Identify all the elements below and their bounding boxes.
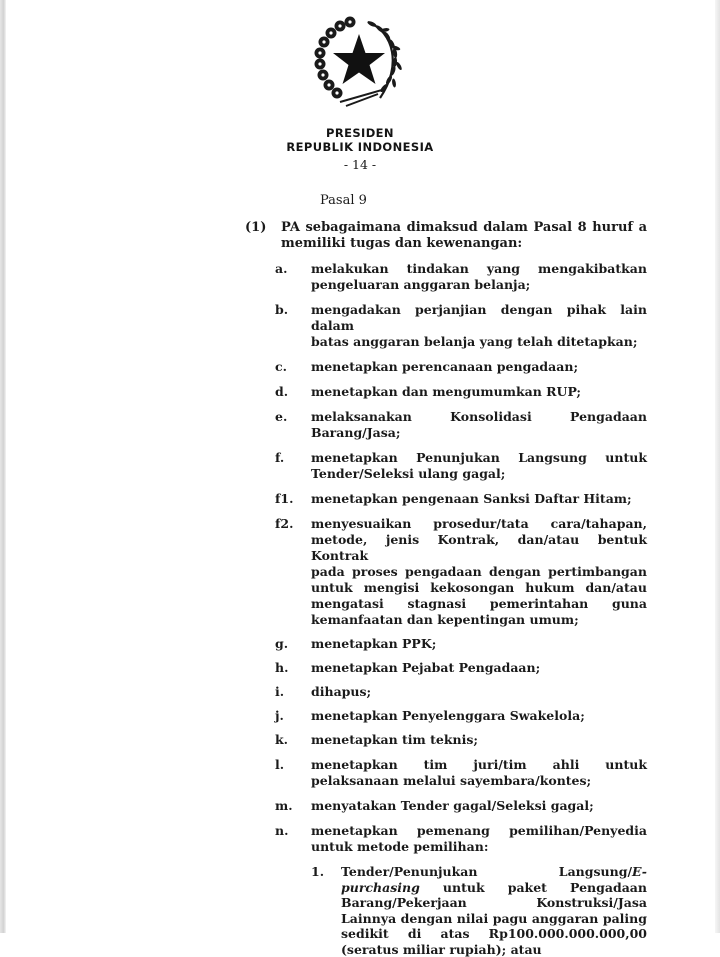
list-item-line: menetapkan Pejabat Pengadaan;: [311, 660, 647, 676]
list-item-label: e.: [275, 409, 305, 425]
list-item-text: [311, 708, 647, 724]
list-item-line: menetapkan Penyelenggara Swakelola;: [311, 708, 647, 724]
list-item: [275, 516, 647, 628]
list-item-line: menetapkan PPK;: [311, 636, 647, 652]
subitem-line-text: untuk paket Pengadaan: [420, 880, 647, 895]
list-item: [275, 636, 647, 652]
list-item-label: f1.: [275, 491, 305, 507]
list-item-text: [311, 409, 647, 441]
list-item-text: [311, 732, 647, 748]
subitem-italic-text: E-: [632, 864, 647, 879]
list-item-line: menetapkan pengenaan Sanksi Daftar Hitam;: [311, 491, 647, 507]
paragraph: [245, 220, 647, 252]
header-republic: REPUBLIK INDONESIA: [250, 140, 470, 154]
list-item-label: l.: [275, 757, 305, 773]
paragraph-label: (1): [245, 220, 266, 236]
list-item-line: untuk metode pemilihan:: [311, 839, 647, 855]
list-item-line: menyesuaikan prosedur/tata cara/tahapan,: [311, 516, 647, 532]
list-item-label: h.: [275, 660, 305, 676]
paragraph-line: memiliki tugas dan kewenangan:: [281, 236, 647, 252]
list-item: [275, 491, 647, 507]
subitem-line: [341, 880, 647, 896]
list-item-line: pelaksanaan melalui sayembara/kontes;: [311, 773, 647, 789]
list-item: [275, 409, 647, 441]
list-item-label: k.: [275, 732, 305, 748]
list-item-line: pada proses pengadaan dengan pertimbangan: [311, 564, 647, 580]
list-item-label: i.: [275, 684, 305, 700]
garuda-star-emblem-icon: [302, 10, 412, 112]
list-item-line: untuk mengisi kekosongan hukum dan/atau: [311, 580, 647, 596]
list-item-line: melakukan tindakan yang mengakibatkan: [311, 261, 647, 277]
list-item-text: [311, 757, 647, 789]
list-item-label: c.: [275, 359, 305, 375]
list-item-text: [311, 798, 647, 814]
list-item-line: menetapkan dan mengumumkan RUP;: [311, 384, 647, 400]
list-item-text: [311, 384, 647, 400]
list-item-label: a.: [275, 261, 305, 277]
subitem-line-text: Tender/Penunjukan Langsung/: [341, 864, 632, 879]
item-list: [245, 261, 647, 855]
list-item-line: pengeluaran anggaran belanja;: [311, 277, 647, 293]
list-item-text: [311, 261, 647, 293]
list-item-text: [311, 359, 647, 375]
list-item-line: menyatakan Tender gagal/Seleksi gagal;: [311, 798, 647, 814]
article-body: [245, 220, 647, 957]
list-item: [275, 384, 647, 400]
subitem-label: 1.: [311, 864, 324, 880]
list-item-line: menetapkan tim juri/tim ahli untuk: [311, 757, 647, 773]
list-item-line: menetapkan tim teknis;: [311, 732, 647, 748]
list-item-label: d.: [275, 384, 305, 400]
list-item-text: [311, 684, 647, 700]
list-item-line: menetapkan pemenang pemilihan/Penyedia: [311, 823, 647, 839]
list-item: [275, 450, 647, 482]
list-item-line: menetapkan Penunjukan Langsung untuk: [311, 450, 647, 466]
list-item-text: [311, 491, 647, 507]
list-item-line: mengadakan perjanjian dengan pihak lain dalam: [311, 302, 647, 334]
list-item-line: Tender/Seleksi ulang gagal;: [311, 466, 647, 482]
subitem-line: Lainnya dengan nilai pagu anggaran paling: [341, 911, 647, 927]
subitem-1: [311, 864, 647, 957]
list-item-line: menetapkan perencanaan pengadaan;: [311, 359, 647, 375]
list-item: [275, 798, 647, 814]
list-item: [275, 660, 647, 676]
page-left-edge: [0, 0, 6, 933]
subitem-line: [341, 864, 647, 880]
article-title: Pasal 9: [320, 193, 367, 209]
subitem-line: (seratus miliar rupiah); atau: [341, 942, 647, 957]
subitem-italic-text: purchasing: [341, 880, 420, 895]
page-number: - 14 -: [300, 157, 420, 172]
paragraph-line: PA sebagaimana dimaksud dalam Pasal 8 huruf a: [281, 220, 647, 236]
subitem-text: [341, 864, 647, 957]
list-item: [275, 261, 647, 293]
list-item-text: [311, 516, 647, 628]
list-item-line: melaksanakan Konsolidasi Pengadaan: [311, 409, 647, 425]
list-item-label: f.: [275, 450, 305, 466]
list-item: [275, 732, 647, 748]
list-item-label: g.: [275, 636, 305, 652]
header-president: PRESIDEN: [250, 126, 470, 140]
list-item-line: Barang/Jasa;: [311, 425, 647, 441]
list-item-line: mengatasi stagnasi pemerintahan guna: [311, 596, 647, 612]
paragraph-text: [281, 220, 647, 252]
list-item-label: m.: [275, 798, 305, 814]
list-item: [275, 684, 647, 700]
list-item-label: j.: [275, 708, 305, 724]
list-item-text: [311, 660, 647, 676]
list-item-text: [311, 823, 647, 855]
list-item-line: metode, jenis Kontrak, dan/atau bentuk Kontrak: [311, 532, 647, 564]
list-item: [275, 757, 647, 789]
list-item-text: [311, 450, 647, 482]
list-item: [275, 359, 647, 375]
subitem-line: Barang/Pekerjaan Konstruksi/Jasa: [341, 895, 647, 911]
list-item-label: f2.: [275, 516, 305, 532]
list-item: [275, 708, 647, 724]
page-right-edge: [715, 0, 720, 933]
list-item: [275, 823, 647, 855]
list-item-line: batas anggaran belanja yang telah ditetapkan;: [311, 334, 647, 350]
list-item-text: [311, 636, 647, 652]
list-item-label: b.: [275, 302, 305, 318]
list-item: [275, 302, 647, 350]
subitem-line: sedikit di atas Rp100.000.000.000,00: [341, 926, 647, 942]
list-item-text: [311, 302, 647, 350]
list-item-line: kemanfaatan dan kepentingan umum;: [311, 612, 647, 628]
list-item-label: n.: [275, 823, 305, 839]
list-item-line: dihapus;: [311, 684, 647, 700]
